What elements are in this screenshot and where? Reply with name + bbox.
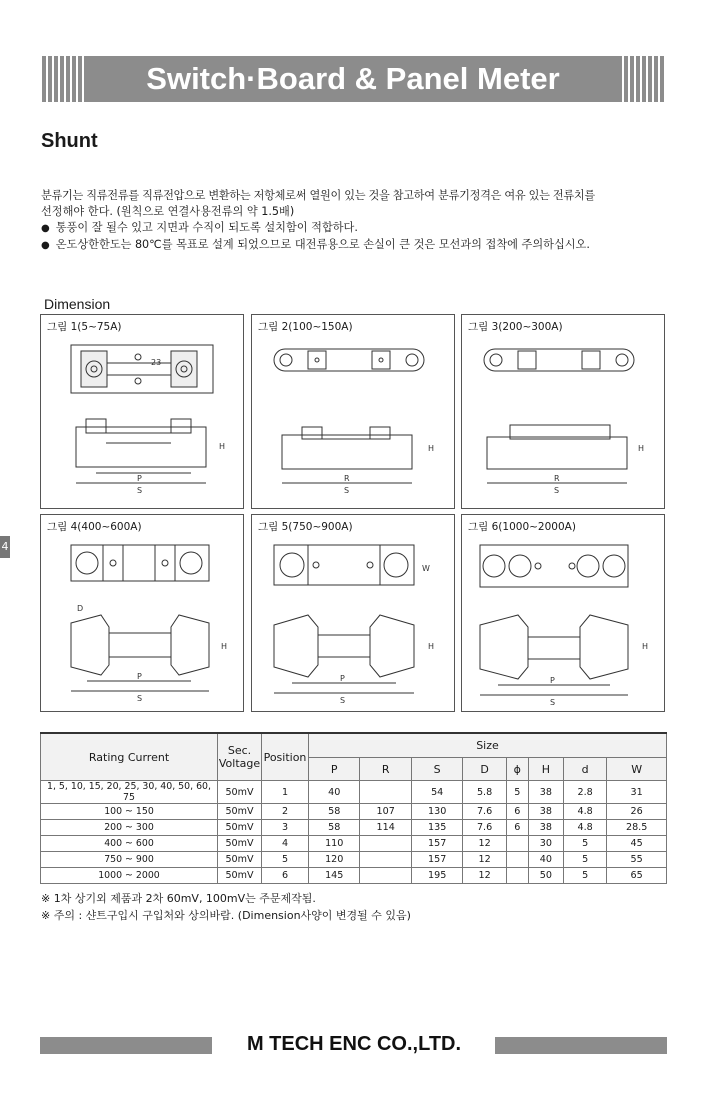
spec-table [40, 732, 667, 884]
figure-3-label-h: H [638, 444, 645, 453]
cell-phi: 5 [506, 781, 528, 804]
figure-1-drawing [41, 315, 243, 508]
header-size: Size [309, 733, 667, 758]
figure-3-label-r: R [554, 474, 560, 483]
figure-5-label-h: H [428, 642, 435, 651]
section-title: Shunt [41, 130, 98, 152]
figure-4-label-d: D [77, 604, 84, 613]
note-2: ※ 주의 : 샨트구입시 구입처와 상의바람. (Dimension사양이 변경될 수 있음) [41, 909, 411, 922]
figure-1-label-h: H [219, 442, 226, 451]
header-col-phi: ϕ [506, 758, 528, 781]
cell-voltage: 50mV [218, 781, 262, 804]
figure-3 [461, 314, 665, 509]
cell-p: 120 [309, 852, 360, 868]
cell-p: 110 [309, 836, 360, 852]
cell-h: 38 [528, 820, 563, 836]
figure-4-drawing [41, 515, 243, 711]
figure-2-label-h: H [428, 444, 435, 453]
cell-position: 6 [262, 868, 309, 884]
table-row [41, 820, 667, 836]
cell-d: 7.6 [463, 820, 506, 836]
cell-r [360, 781, 411, 804]
header-position: Position [262, 733, 309, 781]
figure-2-drawing [252, 315, 454, 508]
cell-p: 145 [309, 868, 360, 884]
cell-h: 40 [528, 852, 563, 868]
cell-d-small: 5 [563, 836, 606, 852]
figure-3-drawing [462, 315, 664, 508]
note-1: ※ 1차 상기외 제품과 2차 60mV, 100mV는 주문제작됨. [41, 892, 316, 905]
figure-5-drawing [252, 515, 454, 711]
header-col-r: R [360, 758, 411, 781]
cell-rating: 200 ~ 300 [41, 820, 218, 836]
cell-phi: 6 [506, 820, 528, 836]
cell-h: 50 [528, 868, 563, 884]
header-rating-current: Rating Current [41, 733, 218, 781]
cell-p: 40 [309, 781, 360, 804]
table-row [41, 804, 667, 820]
figure-3-label-s: S [554, 486, 560, 495]
cell-phi: 6 [506, 804, 528, 820]
cell-w: 55 [607, 852, 667, 868]
figure-5-caption: 그림 5(750~900A) [258, 521, 353, 533]
cell-voltage: 50mV [218, 836, 262, 852]
figure-4-caption: 그림 4(400~600A) [47, 521, 142, 533]
header-col-s: S [411, 758, 462, 781]
header-col-d-small: d [563, 758, 606, 781]
figure-1-label-s: S [137, 486, 143, 495]
cell-w: 65 [607, 868, 667, 884]
cell-w: 45 [607, 836, 667, 852]
cell-r [360, 868, 411, 884]
cell-phi [506, 868, 528, 884]
description-bullet-2: ● 온도상한한도는 80℃를 목표로 설계 되었으므로 대전류용으로 손실이 큰 것은 모선과의 접착에 주의하십시오. [41, 237, 671, 254]
cell-d-small: 4.8 [563, 804, 606, 820]
cell-h: 38 [528, 781, 563, 804]
figure-3-caption: 그림 3(200~300A) [468, 321, 563, 333]
cell-position: 2 [262, 804, 309, 820]
figure-2-label-r: R [344, 474, 350, 483]
cell-p: 58 [309, 820, 360, 836]
figure-5-label-s: S [340, 696, 346, 705]
header-col-d: D [463, 758, 506, 781]
cell-voltage: 50mV [218, 804, 262, 820]
cell-w: 31 [607, 781, 667, 804]
figure-5 [251, 514, 455, 712]
cell-d-small: 2.8 [563, 781, 606, 804]
figure-2-label-s: S [344, 486, 350, 495]
figure-4-label-h: H [221, 642, 228, 651]
cell-d-small: 5 [563, 852, 606, 868]
cell-voltage: 50mV [218, 852, 262, 868]
cell-voltage: 50mV [218, 820, 262, 836]
footer-company: M TECH ENC CO.,LTD. [246, 1033, 462, 1055]
cell-s: 130 [411, 804, 462, 820]
header-sec-voltage [218, 733, 262, 781]
cell-phi [506, 836, 528, 852]
figure-4-label-s: S [137, 694, 143, 703]
figure-6-drawing [462, 515, 664, 711]
cell-r [360, 852, 411, 868]
cell-position: 4 [262, 836, 309, 852]
cell-position: 5 [262, 852, 309, 868]
cell-voltage: 50mV [218, 868, 262, 884]
side-tab: 4 [0, 536, 10, 558]
figure-6-label-s: S [550, 698, 556, 707]
table-row [41, 836, 667, 852]
cell-s: 157 [411, 836, 462, 852]
figure-1-label-p: P [137, 474, 142, 483]
description-line-1: 분류기는 직류전류를 직류전압으로 변환하는 저항체로써 열원이 있는 것을 참고하여 분류기정격은 여유 있는 전류치를 [41, 189, 595, 202]
figure-1-label-23: 23 [151, 358, 162, 367]
table-row [41, 868, 667, 884]
page-title: Switch·Board & Panel Meter [146, 61, 560, 96]
cell-r: 107 [360, 804, 411, 820]
cell-rating: 750 ~ 900 [41, 852, 218, 868]
figure-6-caption: 그림 6(1000~2000A) [468, 521, 576, 533]
cell-d: 12 [463, 852, 506, 868]
cell-rating: 1000 ~ 2000 [41, 868, 218, 884]
cell-s: 54 [411, 781, 462, 804]
cell-r [360, 836, 411, 852]
cell-h: 38 [528, 804, 563, 820]
cell-position: 1 [262, 781, 309, 804]
cell-s: 195 [411, 868, 462, 884]
cell-d-small: 5 [563, 868, 606, 884]
figure-2 [251, 314, 455, 509]
cell-d: 7.6 [463, 804, 506, 820]
table-row [41, 852, 667, 868]
figure-6-label-h: H [642, 642, 649, 651]
cell-w: 28.5 [607, 820, 667, 836]
footer-bar-left [40, 1037, 212, 1054]
figure-5-label-p: P [340, 674, 345, 683]
cell-h: 30 [528, 836, 563, 852]
header-col-w: W [607, 758, 667, 781]
description [41, 188, 671, 254]
cell-d: 12 [463, 868, 506, 884]
figure-2-caption: 그림 2(100~150A) [258, 321, 353, 333]
header-col-h: H [528, 758, 563, 781]
cell-d: 12 [463, 836, 506, 852]
cell-s: 135 [411, 820, 462, 836]
table-row [41, 781, 667, 804]
figure-4 [40, 514, 244, 712]
figure-5-label-w: W [422, 564, 430, 573]
figure-6-label-p: P [550, 676, 555, 685]
cell-w: 26 [607, 804, 667, 820]
header-banner [40, 56, 666, 102]
figure-1-caption: 그림 1(5~75A) [47, 321, 122, 333]
cell-rating: 400 ~ 600 [41, 836, 218, 852]
cell-d: 5.8 [463, 781, 506, 804]
cell-rating: 100 ~ 150 [41, 804, 218, 820]
dimension-title: Dimension [44, 296, 111, 312]
header-col-p: P [309, 758, 360, 781]
figure-1 [40, 314, 244, 509]
header-sec-voltage-line2: Voltage [218, 757, 261, 770]
cell-phi [506, 852, 528, 868]
figure-4-label-p: P [137, 672, 142, 681]
cell-rating: 1, 5, 10, 15, 20, 25, 30, 40, 50, 60, 75 [41, 781, 218, 804]
figure-6 [461, 514, 665, 712]
cell-r: 114 [360, 820, 411, 836]
description-bullet-1: ● 통풍이 잘 될수 있고 지면과 수직이 되도록 설치함이 적합하다. [41, 220, 671, 237]
cell-p: 58 [309, 804, 360, 820]
footer-bar-right [495, 1037, 667, 1054]
description-line-2: 선정해야 한다. (원칙으로 연결사용전류의 약 1.5배) [41, 205, 295, 218]
notes [41, 890, 411, 924]
cell-position: 3 [262, 820, 309, 836]
cell-s: 157 [411, 852, 462, 868]
cell-d-small: 4.8 [563, 820, 606, 836]
header-sec-voltage-line1: Sec. [227, 744, 252, 757]
